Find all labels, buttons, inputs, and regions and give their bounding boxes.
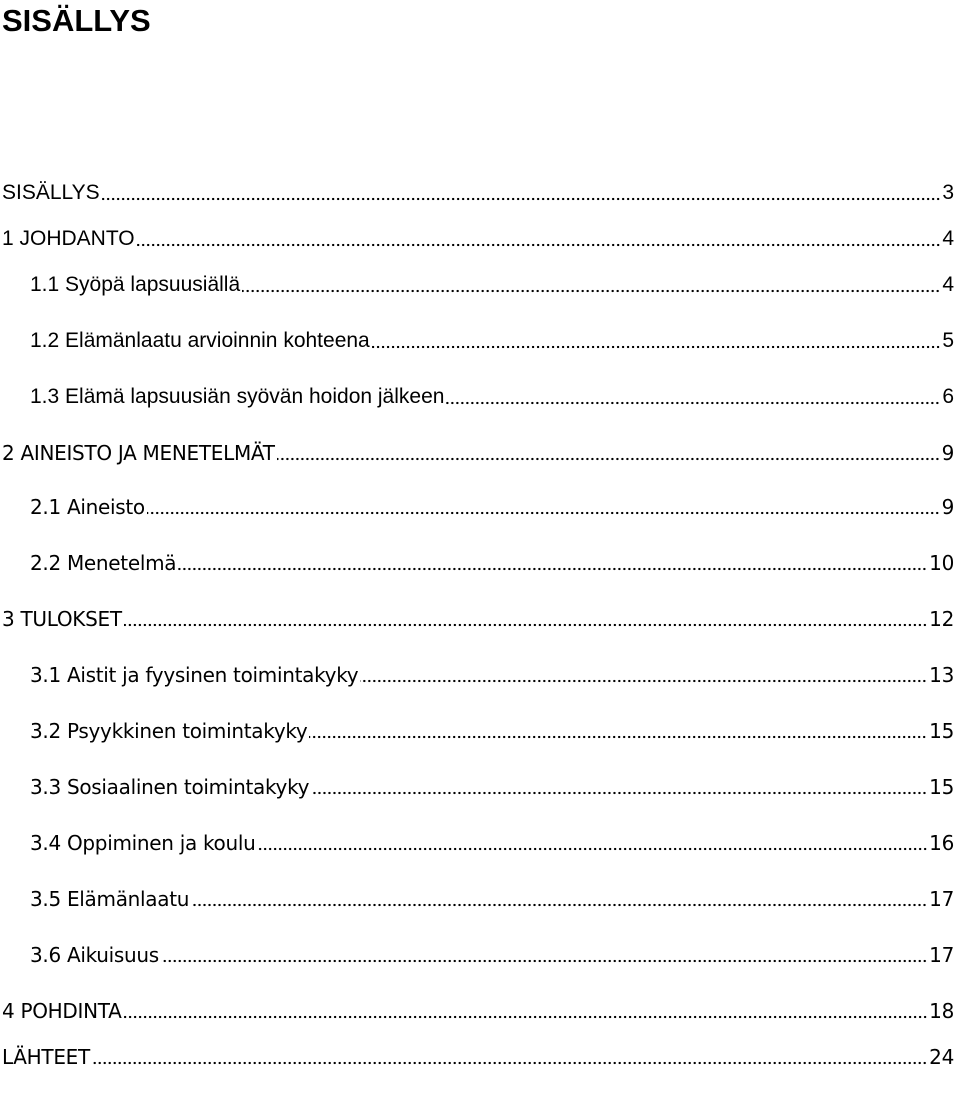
toc-entry-aikuisuus[interactable] (30, 938, 954, 968)
toc-entry-label: 3.1 Aistit ja fyysinen toimintakyky (30, 663, 359, 687)
toc-entry-elama-hoidon-jalkeen[interactable] (30, 380, 954, 410)
toc-entry-pohdinta[interactable] (2, 994, 954, 1024)
toc-page-number: 9 (941, 495, 954, 519)
toc-entry-aineisto[interactable] (30, 490, 954, 520)
toc-entry-tulokset[interactable] (2, 602, 954, 632)
toc-entry-label: 3 TULOKSET (2, 607, 122, 631)
toc-page-number: 9 (941, 441, 954, 465)
toc-dot-leader (92, 1061, 927, 1065)
toc-entry-label: LÄHTEET (2, 1045, 90, 1069)
toc-page-number: 24 (929, 1045, 954, 1069)
toc-dot-leader (258, 847, 928, 851)
toc-entry-psyykkinen-toimintakyky[interactable] (30, 714, 954, 744)
toc-page-number: 4 (942, 273, 954, 296)
toc-entry-label: 1.2 Elämänlaatu arvioinnin kohteena (30, 329, 370, 352)
toc-page-number: 6 (942, 385, 954, 408)
toc-entry-aineisto-ja-menetelmat[interactable] (2, 436, 954, 466)
toc-entry-menetelma[interactable] (30, 546, 954, 576)
toc-page-number: 17 (929, 943, 954, 967)
toc-page-number: 10 (929, 551, 954, 575)
toc-entry-label: SISÄLLYS (2, 181, 100, 204)
toc-dot-leader (311, 791, 927, 795)
toc-dot-leader (137, 243, 941, 247)
toc-page-number: 13 (929, 663, 954, 687)
toc-entry-elamanlaatu[interactable] (30, 882, 954, 912)
toc-page-number: 12 (929, 607, 954, 631)
toc-entry-label: 3.5 Elämänlaatu (30, 887, 190, 911)
toc-entry-syopa-lapsuusialla[interactable] (30, 268, 954, 298)
toc-entry-label: 3.3 Sosiaalinen toimintakyky (30, 775, 310, 799)
toc-entry-label: 1.1 Syöpä lapsuusiällä (30, 273, 241, 296)
toc-page-number: 5 (942, 329, 954, 352)
toc-entry-label: 1.3 Elämä lapsuusiän syövän hoidon jälkeen (30, 385, 445, 408)
toc-page-number: 17 (929, 887, 954, 911)
toc-dot-leader (242, 289, 940, 293)
toc-entry-lahteet[interactable] (2, 1040, 954, 1070)
toc-dot-leader (446, 401, 940, 405)
toc-dot-leader (161, 959, 927, 963)
toc-entry-aistit-ja-fyysinen-toimintakyky[interactable] (30, 658, 954, 688)
toc-entry-elamanlaatu-arvioinnin-kohteena[interactable] (30, 324, 954, 354)
toc-dot-leader (191, 903, 927, 907)
toc-entry-label: 3.6 Aikuisuus (30, 943, 159, 967)
toc-page-number: 16 (929, 831, 954, 855)
toc-entry-label: 2.2 Menetelmä (30, 551, 177, 575)
toc-page-number: 4 (942, 227, 954, 250)
toc-page-number: 18 (929, 999, 954, 1023)
toc-dot-leader (124, 1015, 928, 1019)
toc-entry-label: 3.4 Oppiminen ja koulu (30, 831, 256, 855)
toc-entry-label: 2 AINEISTO JA MENETELMÄT (2, 441, 275, 465)
toc-entry-label: 1 JOHDANTO (2, 227, 135, 250)
toc-page-number: 3 (942, 181, 954, 204)
toc-entry-oppiminen-ja-koulu[interactable] (30, 826, 954, 856)
toc-entry-sosiaalinen-toimintakyky[interactable] (30, 770, 954, 800)
toc-page-number: 15 (929, 775, 954, 799)
toc-entry-label: 2.1 Aineisto (30, 495, 145, 519)
toc-dot-leader (309, 735, 927, 739)
toc-dot-leader (124, 623, 927, 627)
toc-dot-leader (372, 345, 941, 349)
toc-entry-sisallys[interactable] (2, 176, 954, 206)
toc-dot-leader (178, 567, 927, 571)
toc-dot-leader (277, 457, 940, 461)
toc-entry-johdanto[interactable] (2, 222, 954, 252)
toc-entry-label: 3.2 Psyykkinen toimintakyky (30, 719, 308, 743)
toc-dot-leader (360, 679, 927, 683)
toc-dot-leader (102, 197, 941, 201)
page-title: SISÄLLYS (2, 3, 151, 38)
toc-entry-label: 4 POHDINTA (2, 999, 122, 1023)
toc-dot-leader (147, 511, 940, 515)
toc-page-number: 15 (929, 719, 954, 743)
